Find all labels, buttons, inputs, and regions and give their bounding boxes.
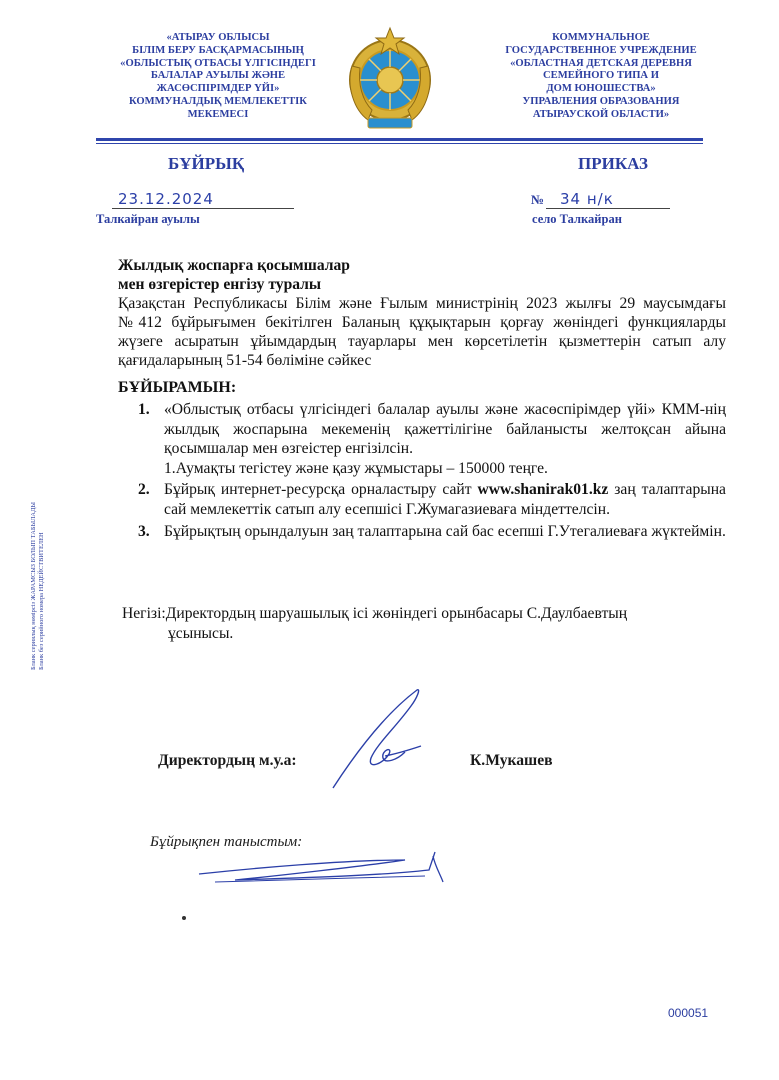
item-text: «Облыстық отбасы үлгісіндегі балалар ауылы және жасөспірімдер үйі» КММ-нің жылдық жоспарына мекеменің қажеттілігіне байланысты желтоқсан айына қосымшалар мен өзгеістер енгізілсін. [164, 401, 726, 458]
basis-line: ұсынысы. [168, 625, 234, 642]
acknowledgement-signature-icon [195, 846, 445, 888]
order-subject [118, 256, 726, 294]
basis [122, 604, 732, 644]
date-handwritten: 23.12.2024 [118, 190, 214, 208]
title-kz: БҰЙРЫҚ [168, 154, 245, 173]
header-divider [96, 138, 703, 141]
order-items [138, 400, 726, 543]
item-text: Бұйрықтың орындалуын заң талаптарына сай бас есепші Г.Утегалиеваға жүктеймін. [164, 522, 726, 540]
header-left-line: «АТЫРАУ ОБЛЫСЫ [166, 32, 270, 43]
list-item [138, 522, 726, 542]
item-number: 3. [138, 522, 150, 540]
header-right-line: УПРАВЛЕНИЯ ОБРАЗОВАНИЯ [522, 95, 680, 107]
item-number: 1. [138, 401, 150, 418]
item-text-before: Бұйрық интернет-ресурсқа орналастыру сайт [164, 481, 478, 499]
header-left-line: БІЛІМ БЕРУ БАСҚАРМАСЫНЫҢ [132, 44, 304, 56]
item-number: 2. [138, 481, 150, 499]
number-label: № [531, 192, 545, 207]
title-ru: ПРИКАЗ [578, 154, 648, 173]
side-note-line: Бланк без серийного номера НЕДЕЙСТВИТЕЛЕН [38, 532, 45, 670]
side-note-line: Бланк сериялық нөмірсіз ЖАРАМСЫЗ БОЛЫП ТАБЫЛАДЫ [30, 502, 37, 670]
header-right-line: КОММУНАЛЬНОЕ [552, 32, 650, 43]
preamble: Қазақстан Республикасы Білім және Ғылым министрінің 2023 жылғы 29 маусымдағы №412 бұйрығымен бекітілген Баланың құқықтарын қорғау жөніндегі функцияларды жүзеге асыратын ұйымдардың тауарлары мен көрсетілетін қызметтерін сатып алу қағидаларының 51-54 бөліміне сәйкес [118, 295, 726, 369]
subject-line: мен өзгерістер енгізу туралы [118, 276, 322, 293]
website-link[interactable]: www.shanirak01.kz [477, 481, 609, 499]
side-note [30, 502, 46, 670]
date-line [112, 208, 294, 209]
header-right-org-name [483, 32, 719, 122]
header-right-line: ДОМ ЮНОШЕСТВА» [546, 83, 656, 95]
header-right-line: СЕМЕЙНОГО ТИПА И [543, 70, 659, 82]
header-right-line: АТЫРАУСКОЙ ОБЛАСТИ» [532, 108, 670, 120]
item-text [164, 480, 726, 519]
kazakhstan-emblem-icon [346, 26, 434, 134]
header-left-line: БАЛАЛАР АУЫЛЫ ЖӘНЕ [150, 70, 286, 82]
director-signature-icon [325, 684, 445, 794]
header-divider-thin [96, 143, 703, 144]
list-item [138, 480, 726, 519]
subject-line: Жылдық жоспарға қосымшалар [118, 257, 350, 274]
item-text-after: заң талаптарына сай мемлекеттік сатып алу есепшісі Г.Жумагазиеваға міндеттелсін. [164, 481, 726, 518]
list-item [138, 400, 726, 478]
command-word: БҰЙЫРАМЫН: [118, 379, 237, 396]
place-kz: Талкайран ауылы [96, 212, 200, 226]
signatory-position: Директордың м.у.а: [158, 752, 297, 769]
acknowledgement-label: Бұйрықпен таныстым: [150, 834, 303, 850]
header-right-line: «ОБЛАСТНАЯ ДЕТСКАЯ ДЕРЕВНЯ [510, 57, 692, 69]
header-left-line: ЖАСӨСПІРІМДЕР ҮЙІ» [156, 83, 280, 95]
ink-dot [182, 916, 186, 920]
number-line [546, 208, 670, 209]
item-subtext: 1.Аумақты тегістеу және қазу жұмыстары – 150000 теңге. [164, 459, 548, 477]
header-right-line: ГОСУДАРСТВЕННОЕ УЧРЕЖДЕНИЕ [505, 44, 697, 56]
number-handwritten: 34 н/к [560, 190, 614, 208]
header-left-org-name [100, 32, 336, 122]
basis-line: Негізі:Директордың шаруашылық ісі жөніндегі орынбасары С.Даулбаевтың [122, 605, 628, 622]
signatory-name: К.Мукашев [470, 752, 553, 769]
header-left-line: КОММУНАЛДЫҚ МЕМЛЕКЕТТІК [129, 95, 307, 107]
place-ru: село Талкайран [532, 212, 622, 226]
serial-number: 000051 [668, 1006, 709, 1020]
header-left-line: МЕКЕМЕСІ [187, 108, 249, 120]
header-left-line: «ОБЛЫСТЫҚ ОТБАСЫ ҮЛГІСІНДЕГІ [120, 57, 316, 69]
